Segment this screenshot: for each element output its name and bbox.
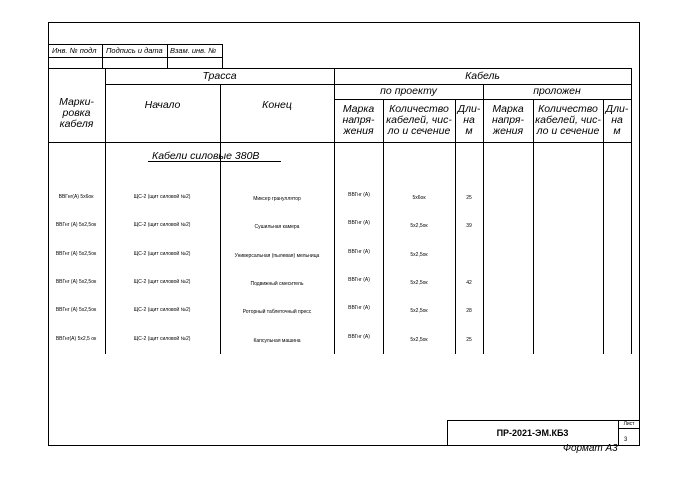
- row-count: 5х2,5ок: [410, 252, 428, 258]
- stamp-divider: [102, 57, 103, 68]
- stamp-divider: [222, 57, 223, 68]
- col-line: [631, 68, 632, 354]
- stamp-divider: [167, 57, 168, 68]
- col-marking-header: Марки- ровка кабеля: [59, 95, 94, 130]
- row-length: 25: [466, 195, 472, 201]
- voltage-mark-header: Марка напря- жения: [342, 102, 375, 137]
- laid-voltage-mark-header: Марка напря- жения: [491, 102, 525, 137]
- row-end: Капсульная машина: [253, 338, 301, 344]
- vzam-inv-label: Взам. инв. №: [170, 46, 217, 55]
- row-end: Роторный таблеточный пресс: [242, 309, 312, 315]
- row-length: 28: [466, 308, 472, 314]
- start-header: Начало: [144, 98, 181, 111]
- row-length: 39: [466, 223, 472, 229]
- row-start: ЩС-2 (щит силовой №2): [133, 307, 191, 313]
- row-marking: ВВГнг(А) 5х2,5 ок: [55, 336, 97, 342]
- row-start: ЩС-2 (щит силовой №2): [133, 251, 191, 257]
- row-voltage: ВВГнг (А): [348, 220, 370, 226]
- inv-podl-label: Инв. № подл: [52, 46, 97, 55]
- row-end: Универсальная (пылевая) мельница: [234, 253, 320, 259]
- stamp-line: [48, 44, 222, 45]
- row-end: Миксер грануллятор: [253, 196, 301, 202]
- row-start: ЩС-2 (щит силовой №2): [133, 194, 191, 200]
- laid-length-header: Дли- на м: [605, 102, 629, 137]
- row-start: ЩС-2 (щит силовой №2): [133, 336, 191, 342]
- stamp-line: [48, 57, 222, 58]
- row-voltage: ВВГнг (А): [348, 305, 370, 311]
- title-block-line: [618, 428, 640, 429]
- length-header: Дли- на м: [457, 102, 481, 137]
- header-bottom-line: [48, 142, 631, 143]
- row-start: ЩС-2 (щит силовой №2): [133, 279, 191, 285]
- row-marking: ВВГнг (А) 5х2,5ок: [55, 222, 97, 228]
- end-header: Конец: [262, 98, 292, 111]
- row-count: 5х6ок: [412, 195, 426, 201]
- row-marking: ВВГнг (А) 5х2,5ок: [55, 251, 97, 257]
- count-section-header: Количество кабелей, чис- ло и сечение: [386, 102, 452, 137]
- row-start: ЩС-2 (щит силовой №2): [133, 222, 191, 228]
- row-length: 25: [466, 337, 472, 343]
- format-label: Формат А3: [563, 443, 618, 454]
- row-end: Сушильная камера: [254, 224, 300, 230]
- podpis-data-label: Подпись и дата: [106, 46, 163, 55]
- row-count: 5х2,5ок: [410, 337, 428, 343]
- laid-header: проложен: [533, 85, 581, 97]
- by-project-header: по проекту: [380, 85, 437, 97]
- row-voltage: ВВГнг (А): [348, 192, 370, 198]
- stamp-divider: [102, 44, 103, 57]
- section-title-underline: [148, 161, 281, 162]
- row-marking: ВВГнг(А) 5х6ок: [58, 194, 94, 200]
- document-code: ПР-2021-ЭМ.КБ3: [496, 427, 569, 438]
- stamp-divider: [222, 44, 223, 57]
- row-length: 42: [466, 280, 472, 286]
- row-voltage: ВВГнг (А): [348, 277, 370, 283]
- stamp-divider: [167, 44, 168, 57]
- sheet-label: Лист: [623, 421, 635, 427]
- row-count: 5х2,5ок: [410, 223, 428, 229]
- row-end: Подвижный смеситель: [250, 281, 304, 287]
- row-voltage: ВВГнг (А): [348, 334, 370, 340]
- row-count: 5х2,5ок: [410, 280, 428, 286]
- laid-count-section-header: Количество кабелей, чис- ло и сечение: [535, 102, 601, 137]
- row-count: 5х2,5ок: [410, 308, 428, 314]
- section-title: Кабели силовые 380В: [152, 150, 260, 162]
- row-marking: ВВГнг (А) 5х2,5ок: [55, 279, 97, 285]
- title-block-line: [618, 420, 619, 446]
- sheet-number: 3: [624, 437, 628, 443]
- row-marking: ВВГнг (А) 5х2,5ок: [55, 307, 97, 313]
- trassa-header: Трасса: [202, 69, 237, 82]
- cable-header: Кабель: [465, 69, 500, 82]
- row-voltage: ВВГнг (А): [348, 249, 370, 255]
